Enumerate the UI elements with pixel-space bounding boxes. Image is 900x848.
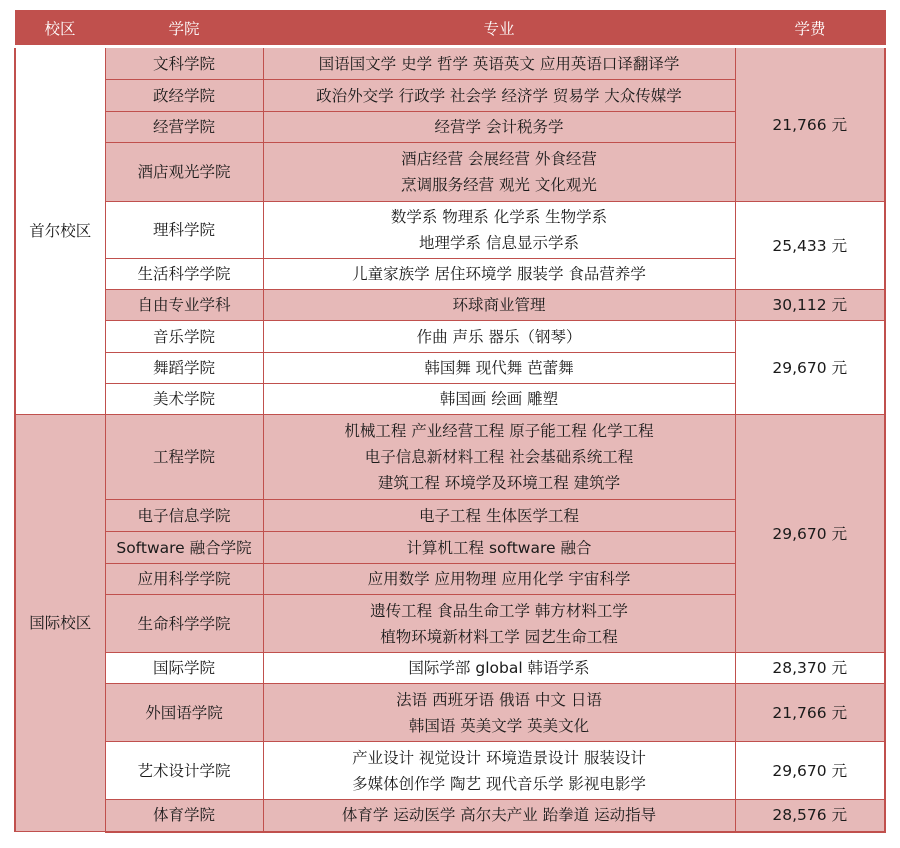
college-cell: 文科学院 xyxy=(105,47,263,80)
college-cell: 国际学院 xyxy=(105,653,263,684)
major-line: 酒店经营 会展经营 外食经营 xyxy=(401,150,597,168)
college-cell: 生命科学学院 xyxy=(105,595,263,653)
college-cell: 自由专业学科 xyxy=(105,290,263,321)
table-row xyxy=(15,415,885,500)
major-cell xyxy=(263,653,735,684)
header-row xyxy=(15,11,885,47)
campus-global: 国际校区 xyxy=(15,415,105,832)
fee-cell: 29,670 元 xyxy=(735,321,885,415)
major-line: 韩国舞 现代舞 芭蕾舞 xyxy=(424,359,574,377)
major-line: 政治外交学 行政学 社会学 经济学 贸易学 大众传媒学 xyxy=(316,86,682,105)
table-row xyxy=(15,290,885,321)
major-line: 应用数学 应用物理 应用化学 宇宙科学 xyxy=(367,570,631,588)
major-line: 作曲 声乐 器乐（钢琴） xyxy=(416,327,582,346)
table-row xyxy=(15,684,885,742)
major-cell xyxy=(263,564,735,595)
major-cell xyxy=(263,742,735,800)
major-line: 烹调服务经营 观光 文化观光 xyxy=(401,176,597,194)
major-cell xyxy=(263,500,735,532)
header-fee: 学费 xyxy=(735,11,885,47)
table-row xyxy=(15,742,885,800)
table-row xyxy=(15,202,885,259)
college-cell: 经营学院 xyxy=(105,112,263,143)
fee-cell: 21,766 元 xyxy=(735,47,885,202)
college-cell: 理科学院 xyxy=(105,202,263,259)
major-line: 机械工程 产业经营工程 原子能工程 化学工程 xyxy=(344,422,654,440)
college-cell: 艺术设计学院 xyxy=(105,742,263,800)
table-row xyxy=(15,800,885,832)
major-cell xyxy=(263,353,735,384)
header-college: 学院 xyxy=(105,11,263,47)
major-line: 环球商业管理 xyxy=(452,296,546,314)
major-cell xyxy=(263,532,735,564)
college-cell: 美术学院 xyxy=(105,384,263,415)
major-line: 韩国画 绘画 雕塑 xyxy=(439,390,559,408)
major-line: 经营学 会计税务学 xyxy=(434,118,564,136)
major-line: 电子信息新材料工程 社会基础系统工程 xyxy=(364,448,634,466)
major-cell xyxy=(263,47,735,80)
college-cell: 工程学院 xyxy=(105,415,263,500)
major-line: 国语国文学 史学 哲学 英语英文 应用英语口译翻译学 xyxy=(318,54,680,73)
major-cell xyxy=(263,143,735,202)
college-cell: 舞蹈学院 xyxy=(105,353,263,384)
major-cell xyxy=(263,321,735,353)
major-cell xyxy=(263,415,735,500)
fee-cell: 21,766 元 xyxy=(735,684,885,742)
major-line: 多媒体创作学 陶艺 现代音乐学 影视电影学 xyxy=(352,774,646,793)
major-cell xyxy=(263,112,735,143)
major-line: 数学系 物理系 化学系 生物学系 xyxy=(390,208,608,226)
fee-cell: 30,112 元 xyxy=(735,290,885,321)
major-line: 国际学部 global 韩语学系 xyxy=(408,659,590,677)
fee-cell: 28,370 元 xyxy=(735,653,885,684)
major-line: 计算机工程 software 融合 xyxy=(406,538,592,557)
major-line: 产业设计 视觉设计 环境造景设计 服装设计 xyxy=(352,748,646,767)
tuition-table-container xyxy=(14,10,884,833)
table-row xyxy=(15,653,885,684)
fee-cell: 29,670 元 xyxy=(735,415,885,653)
major-cell xyxy=(263,384,735,415)
major-cell xyxy=(263,80,735,112)
college-cell: 外国语学院 xyxy=(105,684,263,742)
table-row xyxy=(15,47,885,80)
major-line: 韩国语 英美文学 英美文化 xyxy=(408,716,590,735)
fee-cell: 25,433 元 xyxy=(735,202,885,290)
major-line: 建筑工程 环境学及环境工程 建筑学 xyxy=(377,474,621,492)
major-line: 法语 西班牙语 俄语 中文 日语 xyxy=(396,690,602,709)
header-major: 专业 xyxy=(263,11,735,47)
major-cell xyxy=(263,202,735,259)
major-cell xyxy=(263,290,735,321)
major-line: 电子工程 生体医学工程 xyxy=(419,506,579,525)
college-cell: 生活科学学院 xyxy=(105,259,263,290)
major-line: 体育学 运动医学 高尔夫产业 跆拳道 运动指导 xyxy=(341,806,657,825)
major-line: 地理学系 信息显示学系 xyxy=(419,234,579,252)
campus-seoul: 首尔校区 xyxy=(15,47,105,415)
major-line: 植物环境新材料工学 园艺生命工程 xyxy=(380,627,618,646)
college-cell: Software 融合学院 xyxy=(105,532,263,564)
fee-cell: 28,576 元 xyxy=(735,800,885,832)
college-cell: 酒店观光学院 xyxy=(105,143,263,202)
college-cell: 政经学院 xyxy=(105,80,263,112)
major-line: 遗传工程 食品生命工学 韩方材料工学 xyxy=(370,601,628,620)
major-cell xyxy=(263,259,735,290)
tuition-table xyxy=(14,10,886,833)
table-row xyxy=(15,321,885,353)
college-cell: 电子信息学院 xyxy=(105,500,263,532)
major-line: 儿童家族学 居住环境学 服装学 食品营养学 xyxy=(352,265,646,283)
fee-cell: 29,670 元 xyxy=(735,742,885,800)
college-cell: 体育学院 xyxy=(105,800,263,832)
major-cell xyxy=(263,800,735,832)
college-cell: 应用科学学院 xyxy=(105,564,263,595)
major-cell xyxy=(263,595,735,653)
college-cell: 音乐学院 xyxy=(105,321,263,353)
header-campus: 校区 xyxy=(15,11,105,47)
major-cell xyxy=(263,684,735,742)
